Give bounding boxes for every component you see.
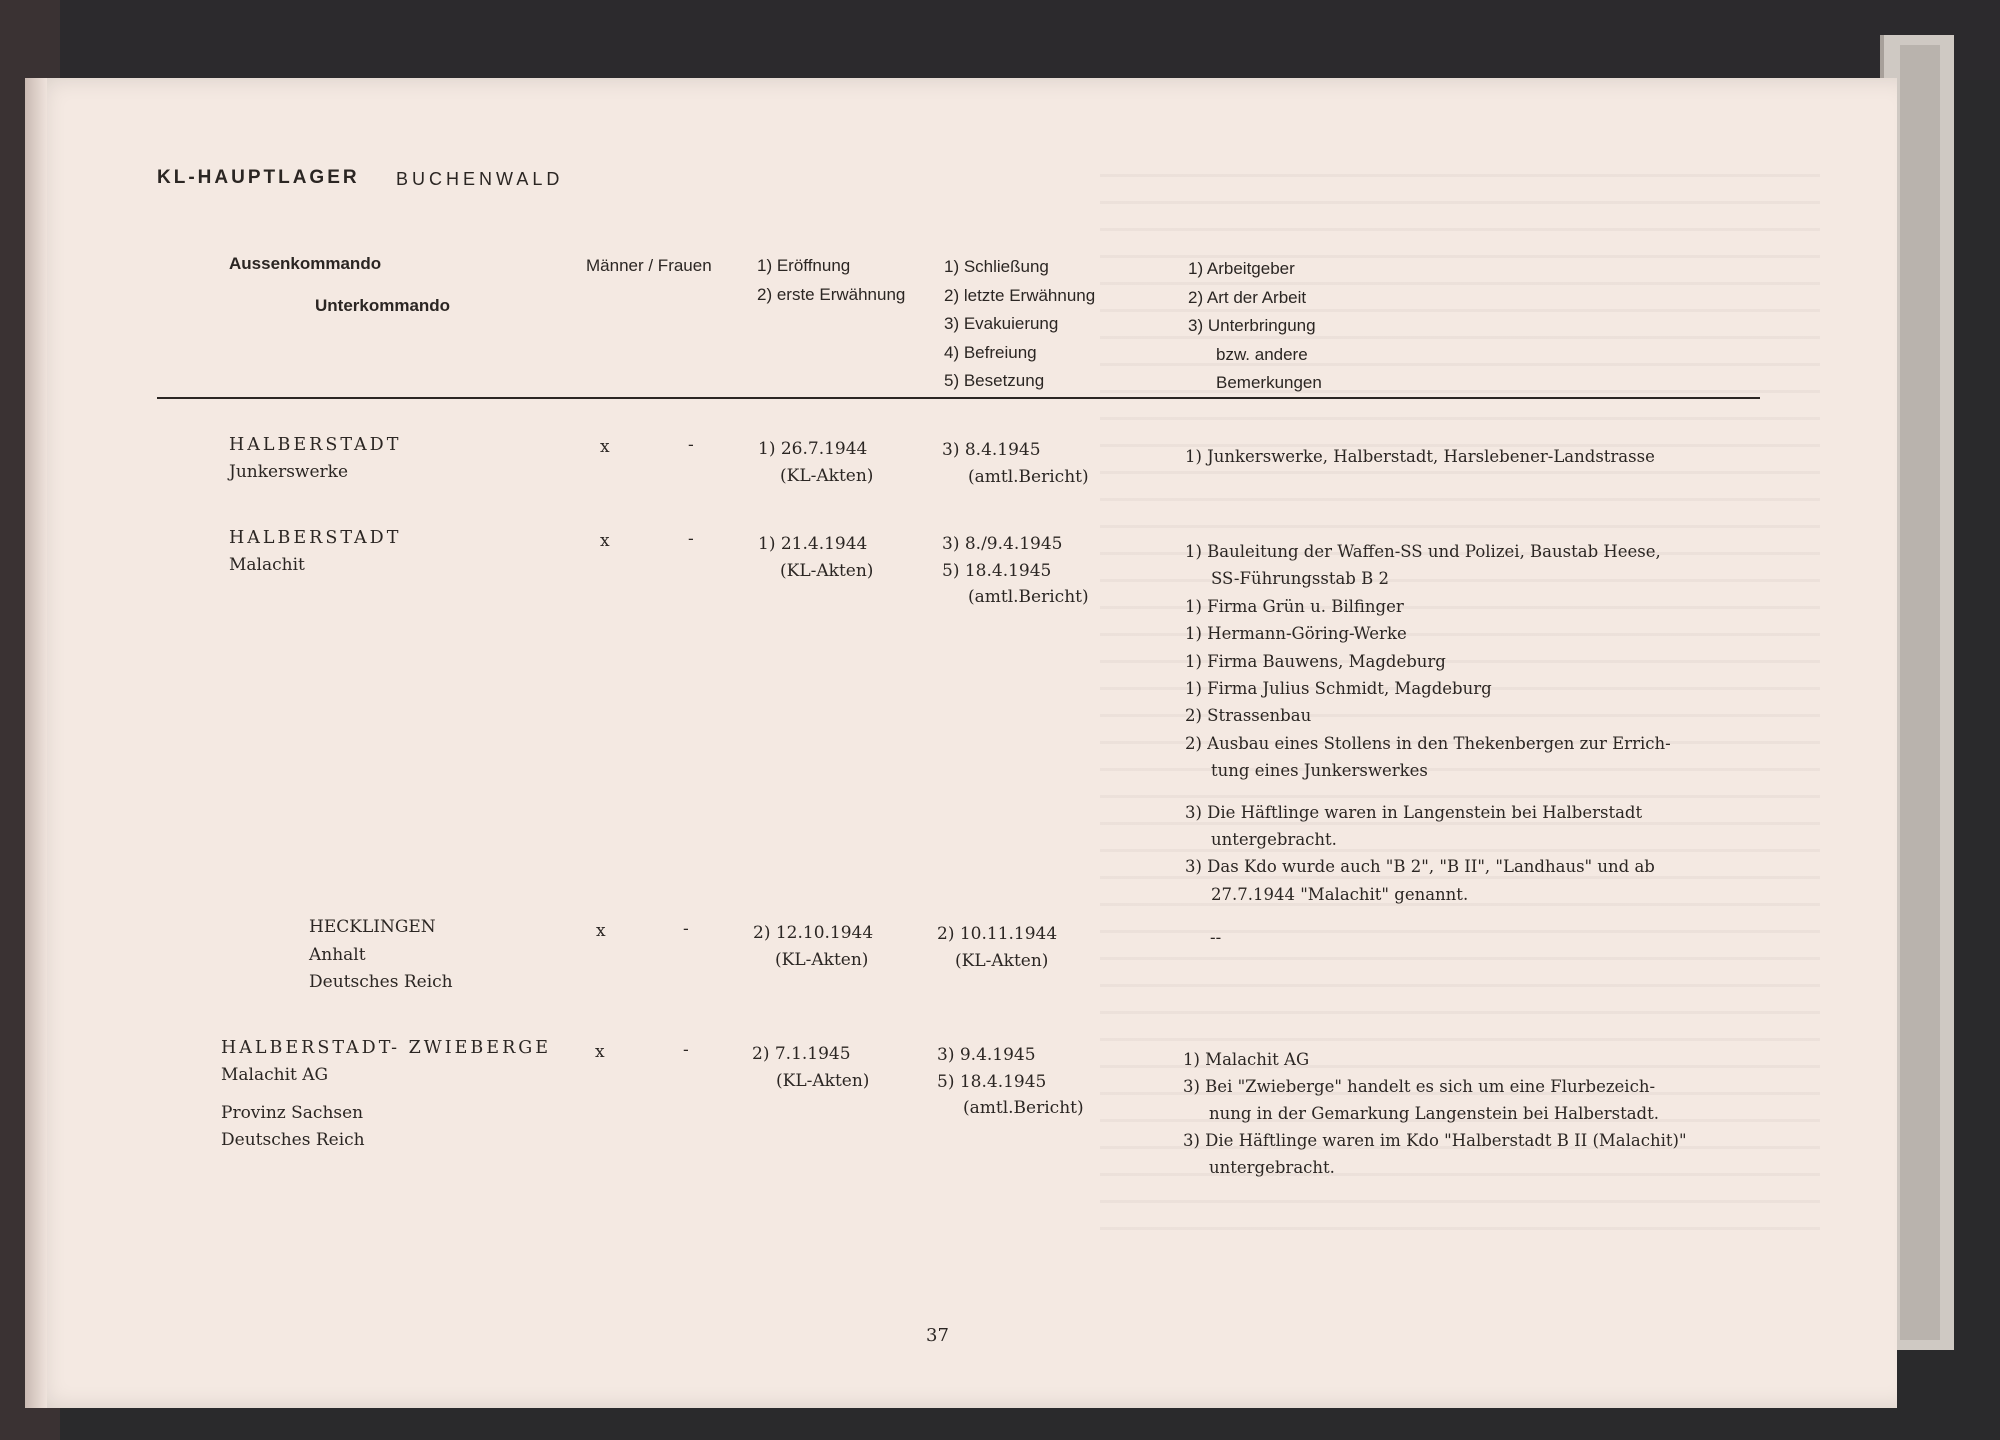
opening-line: (KL-Akten) [780,465,874,486]
opening-line: (KL-Akten) [775,949,869,970]
remark-line [1185,675,1671,702]
remark-line [1185,443,1655,470]
remarks-cell [1185,443,1655,470]
women-mark: - [683,919,689,939]
remark-text: 1) Malachit AG [1183,1050,1310,1069]
opening-cell [752,1041,869,1094]
col-eroeffnung-line: 2) erste Erwähnung [757,284,906,304]
remark-line [1185,538,1671,565]
men-mark: x [596,921,606,941]
remark-line [1185,648,1671,675]
location-name: HALBERSTADT [229,528,402,548]
col-arbeitgeber-line: bzw. andere [1216,344,1308,364]
location-name: HALBERSTADT- ZWIEBERGE [221,1038,551,1058]
remark-text: 3) Bei "Zwieberge" handelt es sich um eine Flurbezeich- [1183,1077,1656,1096]
closing-line: 3) 9.4.1945 [937,1045,1036,1065]
col-eroeffnung-line: 1) Eröffnung [757,256,851,275]
camp-name: BUCHENWALD [396,169,564,189]
remark-text: nung in der Gemarkung Langenstein bei Halberstadt. [1209,1104,1659,1123]
location-sub: Malachit [229,554,305,575]
closing-cell [942,531,1089,611]
location-name: HALBERSTADT [229,435,402,455]
remarks-cell [1185,538,1671,908]
remark-text: -- [1210,928,1222,947]
location-name: HECKLINGEN [309,917,436,937]
remark-text: 3) Das Kdo wurde auch "B 2", "B II", "Landhaus" und ab [1185,857,1655,877]
header-rule [157,397,1760,399]
opening-cell [753,920,873,973]
remark-text: 27.7.1944 "Malachit" genannt. [1211,884,1469,904]
remark-text: 1) Firma Julius Schmidt, Magdeburg [1185,679,1492,699]
remark-text: SS-Führungsstab B 2 [1211,569,1389,589]
remark-line [1185,730,1671,757]
col-arbeitgeber-line: 1) Arbeitgeber [1188,259,1295,278]
remark-text: 1) Junkerswerke, Halberstadt, Harslebener-Landstrasse [1185,447,1655,466]
remark-line [1185,593,1671,620]
location-sub: Anhalt [309,944,366,965]
opening-line: 2) 12.10.1944 [753,923,874,943]
women-mark: - [688,435,694,455]
page-number: 37 [926,1325,949,1346]
remark-line [1183,1154,1687,1181]
remark-line [1185,620,1671,647]
opening-line: 1) 26.7.1944 [758,439,868,459]
remark-line [1183,1073,1687,1100]
col-schliessung-line: 4) Befreiung [944,342,1037,362]
women-mark: - [688,529,694,549]
remark-line [1185,853,1671,880]
remark-line [1183,1046,1687,1073]
closing-line: (KL-Akten) [955,950,1049,971]
remark-text: 1) Bauleitung der Waffen-SS und Polizei, Baustab Heese, [1185,542,1661,561]
opening-line: 2) 7.1.1945 [752,1044,851,1064]
table-row [229,432,401,485]
men-mark: x [595,1042,605,1062]
remarks-cell [1183,1046,1687,1181]
remark-line [1185,702,1671,729]
closing-line: 5) 18.4.1945 [942,560,1052,581]
closing-cell [937,1042,1084,1122]
remark-text: tung eines Junkerswerkes [1211,761,1428,781]
page-title: KL-HAUPTLAGER [157,167,360,188]
remark-line [1185,881,1671,908]
closing-cell [937,921,1057,974]
remark-text: untergebracht. [1209,1158,1335,1177]
remark-line [1185,826,1671,853]
remark-text: 2) Strassenbau [1185,706,1312,726]
background-top [0,0,2000,80]
col-arbeitgeber-line: Bemerkungen [1216,373,1322,392]
location-sub: Malachit AG [221,1064,329,1085]
closing-line: 3) 8./9.4.1945 [942,534,1063,554]
location-sub: Deutsches Reich [221,1129,365,1150]
opening-line: 1) 21.4.1944 [758,534,868,554]
opening-line: (KL-Akten) [776,1070,870,1091]
table-row [221,1035,551,1153]
remark-line [1185,757,1671,784]
col-schliessung-line: 3) Evakuierung [944,314,1059,333]
remark-text: 3) Die Häftlinge waren in Langenstein bei Halberstadt [1185,802,1643,822]
remark-text: untergebracht. [1211,830,1337,850]
cell-spacer [221,1088,551,1100]
col-unterkommando: Unterkommando [315,296,451,315]
closing-line: 2) 10.11.1944 [937,924,1058,944]
table-row [309,914,453,997]
book-spine-shadow [25,78,47,1408]
remark-text: 1) Firma Grün u. Bilfinger [1185,596,1404,616]
col-schliessung-line: 2) letzte Erwähnung [944,285,1096,305]
remark-line [1183,1100,1687,1127]
remark-spacer [1185,785,1671,799]
col-schliessung [944,253,1095,396]
location-sub: Provinz Sachsen [221,1103,364,1123]
closing-cell [942,437,1089,490]
col-maenner-frauen: Männer / Frauen [586,256,712,275]
opening-line: (KL-Akten) [780,560,874,581]
col-aussenkommando: Aussenkommando [229,254,382,273]
women-mark: - [683,1040,689,1060]
col-arbeitgeber-line: 2) Art der Arbeit [1188,287,1307,307]
remark-line [1185,565,1671,592]
remark-text: 2) Ausbau eines Stollens in den Thekenbergen zur Errich- [1185,733,1671,753]
col-arbeitgeber [1188,255,1322,398]
men-mark: x [600,531,610,551]
col-arbeitgeber-line: 3) Unterbringung [1188,316,1316,335]
col-schliessung-line: 1) Schließung [944,257,1049,276]
remark-line [1185,799,1671,826]
opening-cell [758,436,873,489]
remark-line [1183,1127,1687,1154]
col-eroeffnung [757,252,905,309]
location-sub: Junkerswerke [229,461,349,482]
remark-text: 3) Die Häftlinge waren im Kdo "Halberstadt B II (Malachit)" [1183,1131,1687,1150]
location-sub: Deutsches Reich [309,972,453,992]
opening-cell [758,531,873,584]
men-mark: x [600,437,610,457]
closing-line: (amtl.Bericht) [968,587,1089,607]
closing-line: 3) 8.4.1945 [942,440,1041,460]
remark-text: 1) Hermann-Göring-Werke [1185,624,1407,644]
remarks-cell [1210,924,1221,951]
book-page-edges-inner [1900,45,1940,1340]
closing-line: (amtl.Bericht) [963,1098,1084,1118]
closing-line: (amtl.Bericht) [968,466,1089,487]
remark-text: 1) Firma Bauwens, Magdeburg [1185,651,1446,671]
closing-line: 5) 18.4.1945 [937,1071,1047,1092]
col-schliessung-line: 5) Besetzung [944,371,1045,390]
table-row [229,525,401,578]
remark-line [1210,924,1221,951]
